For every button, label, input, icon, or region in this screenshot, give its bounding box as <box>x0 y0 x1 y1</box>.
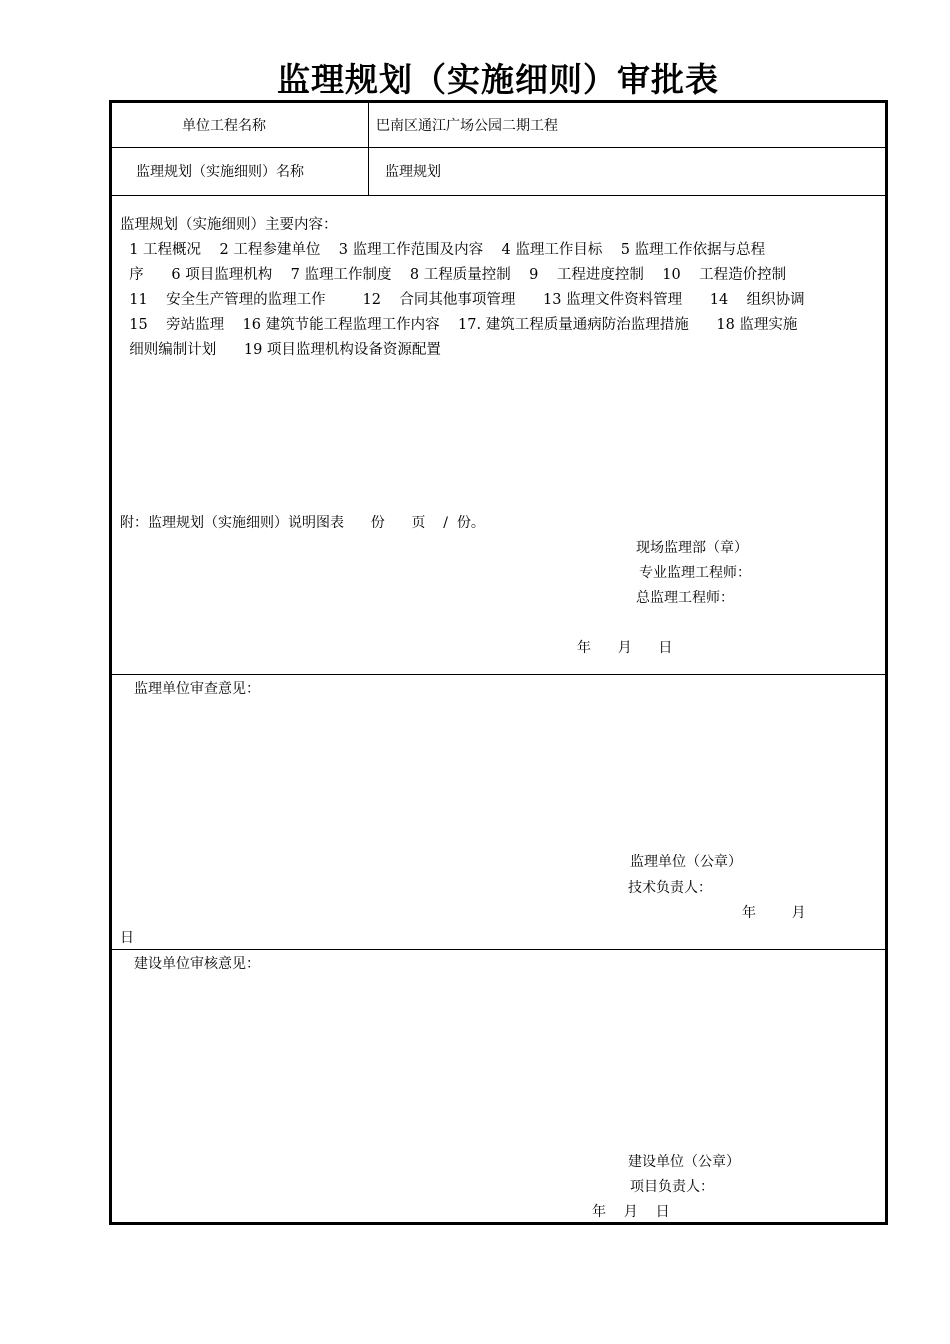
row-divider-1 <box>112 147 885 148</box>
row-divider-3 <box>112 674 885 675</box>
construction-review-heading: 建设单位审核意见： <box>134 956 260 972</box>
construction-date: 年 月 日 <box>592 1204 670 1220</box>
chief-engineer: 总监理工程师： <box>636 590 734 606</box>
supervision-review-heading: 监理单位审查意见： <box>134 681 260 697</box>
project-name-value: 巴南区通江广场公园二期工程 <box>376 118 558 134</box>
plan-name-value: 监理规划 <box>385 164 441 180</box>
content-line-3: 11 安全生产管理的监理工作 12 合同其他事项管理 13 监理文件资料管理 14 组织协调 <box>120 292 805 308</box>
approval-form <box>109 100 888 1225</box>
construction-unit-seal: 建设单位（公章） <box>628 1154 740 1170</box>
content-line-4: 15 旁站监理 16 建筑节能工程监理工作内容 17. 建筑工程质量通病防治监理措施 18 监理实施 <box>120 317 798 333</box>
project-name-label: 单位工程名称 <box>182 118 266 134</box>
plan-name-label: 监理规划（实施细则）名称 <box>136 164 304 180</box>
content-line-1: 1 工程概况 2 工程参建单位 3 监理工作范围及内容 4 监理工作目标 5 监理工作依据与总程 <box>120 242 766 258</box>
column-divider <box>368 103 369 195</box>
supervision-unit-seal: 监理单位（公章） <box>630 854 742 870</box>
attachment-note: 附：监理规划（实施细则）说明图表 份 页 / 份。 <box>120 515 485 531</box>
content-line-2: 序 6 项目监理机构 7 监理工作制度 8 工程质量控制 9 工程进度控制 10 工程造价控制 <box>120 267 787 283</box>
supervision-date-day: 日 <box>120 930 134 946</box>
content-date: 年 月 日 <box>577 640 673 656</box>
content-heading: 监理规划（实施细则）主要内容： <box>120 217 338 233</box>
row-divider-2 <box>112 195 885 196</box>
content-line-5: 细则编制计划 19 项目监理机构设备资源配置 <box>120 342 441 358</box>
construction-project-lead: 项目负责人： <box>630 1179 714 1195</box>
form-title: 监理规划（实施细则）审批表 <box>277 60 719 99</box>
site-dept-seal: 现场监理部（章） <box>636 540 748 556</box>
specialist-engineer: 专业监理工程师： <box>639 565 751 581</box>
supervision-date-year-month: 年 月 <box>742 905 806 921</box>
supervision-tech-lead: 技术负责人： <box>628 880 712 896</box>
main-content-section <box>120 213 882 363</box>
row-divider-4 <box>112 949 885 950</box>
